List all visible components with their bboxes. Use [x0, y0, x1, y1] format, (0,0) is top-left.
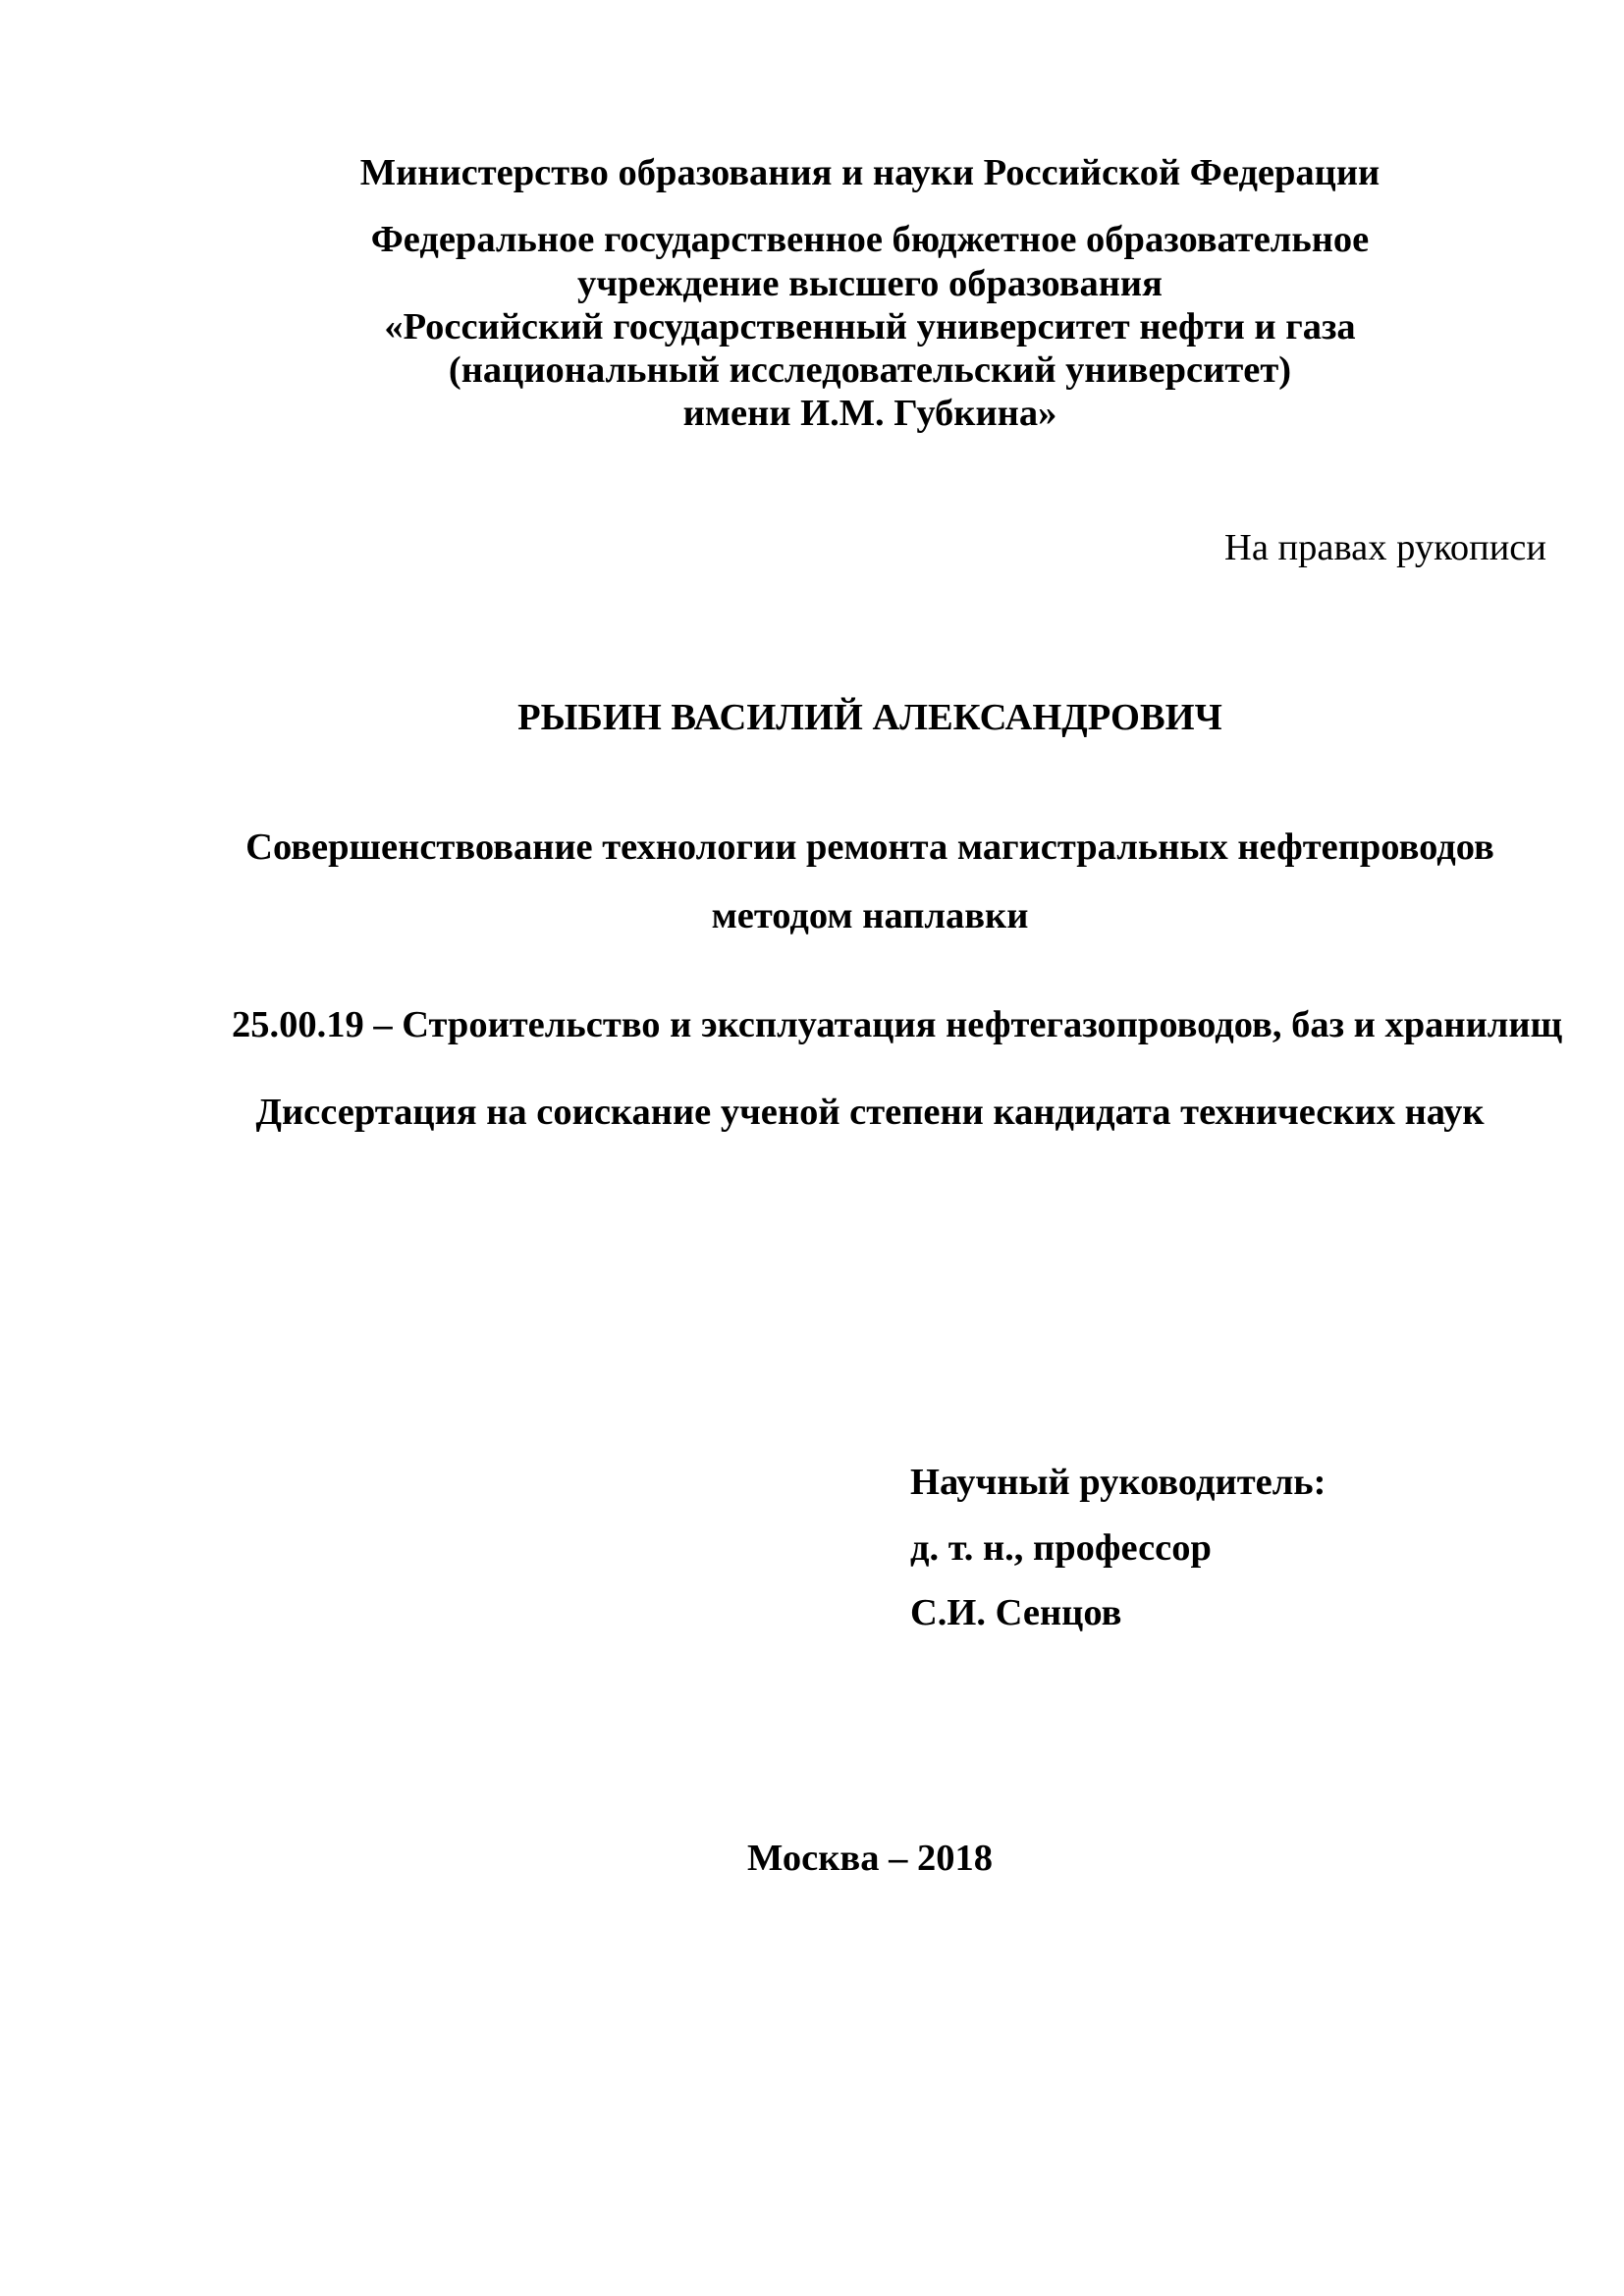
degree-statement: Диссертация на соискание ученой степени кандидата технических наук	[255, 1092, 1485, 1133]
author-name: РЫБИН ВАСИЛИЙ АЛЕКСАНДРОВИЧ	[517, 697, 1222, 738]
city-year: Москва – 2018	[747, 1838, 993, 1879]
ministry-heading: Министерство образования и науки Российской Федерации	[359, 152, 1380, 193]
supervisor-degree: д. т. н., профессор	[910, 1527, 1212, 1569]
manuscript-note: На правах рукописи	[1224, 527, 1546, 568]
thesis-title-line: методом наплавки	[711, 895, 1029, 936]
institution-line: учреждение высшего образования	[577, 263, 1163, 304]
institution-line: (национальный исследовательский университет)	[448, 349, 1292, 391]
thesis-title-line: Совершенствование технологии ремонта магистральных нефтепроводов	[245, 827, 1494, 868]
supervisor-name: С.И. Сенцов	[910, 1592, 1122, 1633]
institution-line: Федеральное государственное бюджетное образовательное	[370, 219, 1370, 260]
supervisor-label: Научный руководитель:	[910, 1462, 1326, 1503]
specialty-code: 25.00.19 – Строительство и эксплуатация нефтегазопроводов, баз и хранилищ	[232, 1004, 1563, 1045]
institution-line: «Российский государственный университет нефти и газа	[384, 306, 1356, 347]
institution-line: имени И.М. Губкина»	[682, 393, 1057, 434]
